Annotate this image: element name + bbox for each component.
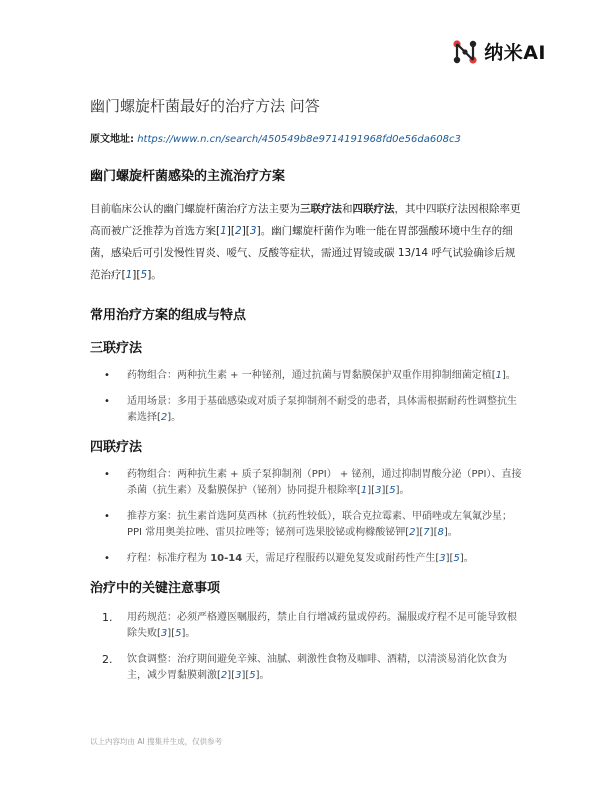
- list-item: • 适用场景：多用于基础感染或对质子泵抑制剂不耐受的患者，具体需根据耐药性调整抗生素选择[2]。: [104, 396, 517, 423]
- list-item: 2. 饮食调整：治疗期间避免辛辣、油腻、刺激性食物及咖啡、酒精，以清淡易消化饮食为主，减少胃黏膜刺激[2][3][5]。: [102, 653, 507, 681]
- intro-paragraph: 目前临床公认的幽门螺旋杆菌治疗方法主要为三联疗法和四联疗法，其中四联疗法因根除率更高而被广泛推荐为首选方案[1][2][3]。幽门螺旋杆菌作为唯一能在胃部强酸环境中生存的细菌，感染后可引发慢性胃炎、嗳气、反酸等症状，需通过胃镜或碳 13/14 呼气试验确诊后规范治疗[1][5]。: [90, 203, 521, 281]
- citation-link[interactable]: 5: [389, 485, 396, 496]
- citation-link[interactable]: 3: [439, 553, 446, 564]
- list-item: 1. 用药规范：必须严格遵医嘱服药，禁止自行增减药量或停药。漏服或疗程不足可能导致根除失败[3][5]。: [102, 611, 517, 639]
- source-link[interactable]: https://www.n.cn/search/450549b8e9714191968fd0e56da608c3: [137, 134, 461, 145]
- list-item: • 药物组合：两种抗生素 + 一种铋剂，通过抗菌与胃黏膜保护双重作用抑制细菌定植[1]。: [104, 370, 516, 381]
- main-content: [90, 95, 522, 694]
- section-heading-regimens: 常用治疗方案的组成与特点: [90, 308, 247, 323]
- citation-link[interactable]: 2: [409, 527, 416, 538]
- citation-link[interactable]: 5: [453, 553, 460, 564]
- brand-logo: [452, 38, 546, 65]
- nami-molecule-icon: [452, 39, 478, 65]
- section-heading-mainstream: 幽门螺旋杆菌感染的主流治疗方案: [90, 169, 286, 184]
- citation-link[interactable]: 3: [235, 670, 242, 681]
- source-line: [90, 130, 522, 145]
- citation-link[interactable]: 1: [125, 269, 133, 281]
- section-heading-precautions: 治疗中的关键注意事项: [90, 581, 221, 596]
- citation-link[interactable]: 5: [249, 670, 256, 681]
- footer-disclaimer: 以上内容均由 AI 搜集并生成，仅供参考: [90, 737, 223, 746]
- citation-link[interactable]: 3: [249, 225, 257, 237]
- citation-link[interactable]: 5: [175, 628, 182, 639]
- subheading-triple-therapy: 三联疗法: [90, 341, 143, 356]
- citation-link[interactable]: 1: [360, 485, 368, 496]
- citation-link[interactable]: 5: [140, 269, 148, 281]
- precautions-list: [90, 610, 522, 684]
- citation-link[interactable]: 2: [160, 412, 168, 423]
- citation-link[interactable]: 8: [437, 527, 444, 538]
- citation-link[interactable]: 1: [495, 370, 503, 381]
- citation-link[interactable]: 1: [220, 225, 227, 237]
- quadruple-therapy-list: [90, 467, 522, 567]
- logo-text: 纳米AI: [484, 42, 546, 64]
- citation-link[interactable]: 2: [220, 670, 228, 681]
- citation-link[interactable]: 7: [423, 527, 430, 538]
- citation-link[interactable]: 2: [235, 225, 242, 237]
- citation-link[interactable]: 3: [375, 485, 382, 496]
- list-item: • 疗程：标准疗程为 10-14 天，需足疗程服药以避免复发或耐药性产生[3][5]。: [104, 553, 474, 564]
- citation-link[interactable]: 3: [160, 628, 168, 639]
- list-item: • 推荐方案：抗生素首选阿莫西林（抗药性较低），联合克拉霉素、甲硝唑或左氧氟沙星；PPI 常用奥美拉唑、雷贝拉唑等；铋剂可选果胶铋或枸橼酸铋钾[2][7][8]。: [104, 511, 512, 538]
- document-title: 幽门螺旋杆菌最好的治疗方法 问答: [90, 97, 320, 115]
- triple-therapy-list: [90, 368, 522, 426]
- subheading-quadruple-therapy: 四联疗法: [90, 440, 143, 455]
- source-label: 原文地址:: [90, 134, 134, 145]
- list-item: • 药物组合：两种抗生素 + 质子泵抑制剂（PPI） + 铋剂，通过抑制胃酸分泌（PPI）、直接杀菌（抗生素）及黏膜保护（铋剂）协同提升根除率[1][3][5]。: [104, 469, 522, 496]
